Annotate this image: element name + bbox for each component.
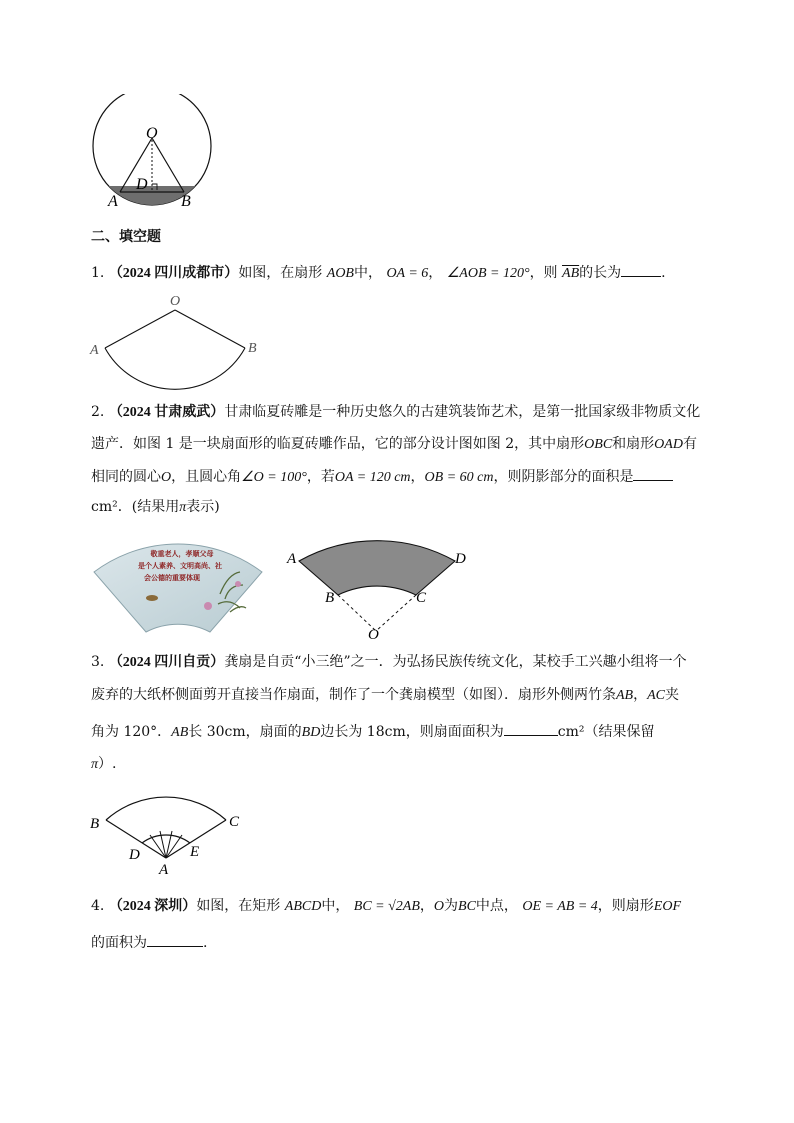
q1-text-end: 的长为 (579, 265, 622, 281)
q2-label-d: D (455, 551, 466, 567)
q3-line2a: 废弃的大纸杯侧面剪开直接当作扇面，制作了一个龚扇模型（如图）．扇形外侧两竹条 (91, 687, 616, 703)
q3-ab: AB (616, 688, 634, 703)
q1-label-b: B (248, 341, 257, 356)
q1-text-mid: 中， (353, 265, 382, 281)
q3-line2c: ， (633, 687, 648, 703)
q3-line2e: 夹 (665, 687, 679, 703)
q3-label-d: D (129, 847, 140, 863)
q3-ac: AC (647, 688, 665, 703)
q4-bc-eq: BC = √2AB (353, 899, 420, 914)
q3-blank[interactable] (504, 723, 558, 736)
question-3-line-1 (91, 655, 687, 670)
fan-flower-icon (204, 602, 212, 610)
q1-number: 1. (91, 265, 105, 281)
circle-figure (86, 94, 220, 214)
fan-flower-icon (235, 581, 241, 587)
q3-number: 3. (91, 654, 105, 670)
q2-oad: OAD (654, 437, 683, 452)
q1-oa: OA = 6 (386, 266, 429, 281)
q2-label-c: C (416, 590, 427, 606)
q3-line1: 龚扇是自贡“小三绝”之一．为弘扬民族传统文化，某校手工兴趣小组将一个 (224, 654, 687, 670)
fan-text-3: 会公德的重要体现 (144, 574, 200, 582)
question-3-line-3 (91, 723, 654, 740)
fan-text-2: 是个人素养、文明高尚、社 (138, 562, 222, 570)
q2-pi: π (179, 500, 187, 515)
q2-ob: OB = 60 cm (424, 470, 494, 485)
q3-pi: π (91, 757, 99, 772)
q4-blank[interactable] (147, 934, 203, 947)
label-d: D (136, 176, 148, 193)
q2-ring-sector-figure (285, 523, 475, 643)
q2-line1: 甘肃临夏砖雕是一种历史悠久的古建筑装饰艺术，是第一批国家级非物质文化 (224, 404, 701, 420)
q4-comma: ， (419, 898, 434, 914)
q3-line3e: 边长为 18cm，则扇面面积为 (320, 724, 504, 740)
q4-line2: 的面积为 (91, 935, 147, 951)
q1-period: . (661, 265, 666, 281)
label-b: B (181, 193, 191, 210)
q2-line4d: 表示) (186, 499, 220, 515)
question-4-line-2 (91, 934, 207, 950)
q4-eof: EOF (653, 899, 682, 914)
q2-number: 2. (91, 404, 105, 420)
q2-line2e: 有 (682, 436, 697, 452)
q1-radius-ob (175, 310, 245, 348)
q3-line3c: 长 30cm，扇面的 (188, 724, 302, 740)
q2-label-o: O (368, 627, 379, 643)
q2-line3g: ， (410, 469, 425, 485)
question-2-line-3 (91, 468, 673, 485)
q1-text-post: ，则 (529, 265, 558, 281)
q2-blank[interactable] (633, 468, 673, 481)
q3-ab-2: AB (171, 725, 189, 740)
q1-source: （2024 四川成都市） (108, 266, 239, 281)
q2-label-a: A (287, 551, 297, 567)
question-4-line-1 (91, 899, 681, 914)
q2-source: （2024 甘肃威武） (108, 405, 225, 420)
q1-angle: ∠AOB = 120° (446, 266, 530, 281)
q4-text-mid3: 中点， (475, 898, 518, 914)
q1-comma: ， (428, 265, 443, 281)
q3-inner-arc (142, 835, 190, 843)
fan-bird-icon (146, 595, 158, 601)
q4-bc: BC (458, 899, 476, 914)
q4-number: 4. (91, 898, 105, 914)
q1-label-a: A (90, 343, 99, 358)
q2-line2: 遗产．如图 1 是一块扇面形的临夏砖雕作品，它的部分设计图如图 2，其中扇形 (91, 436, 585, 452)
q2-line3a: 相同的圆心 (91, 469, 161, 485)
q4-oe: OE = AB = 4 (522, 899, 598, 914)
q2-angle: ∠O = 100° (241, 470, 307, 485)
fan-artwork-graphic (90, 534, 266, 634)
q3-line4b: ）. (98, 756, 117, 772)
q3-label-e: E (190, 844, 200, 860)
q1-arc-ab (105, 348, 245, 389)
question-2-line-1 (91, 405, 700, 420)
q4-period: . (203, 935, 208, 951)
q4-text-mid: 中， (321, 898, 350, 914)
q3-bd: BD (301, 725, 321, 740)
q2-line2c: 和扇形 (612, 436, 655, 452)
shaded-segment (86, 186, 220, 214)
q4-text-mid4: ，则扇形 (597, 898, 654, 914)
q1-label-o: O (170, 294, 181, 309)
q2-dash-ob (338, 595, 376, 631)
q4-text-mid2: 为 (444, 898, 459, 914)
q1-sector: AOB (326, 266, 354, 281)
q2-line4b: ．(结果用 (117, 499, 180, 515)
q4-source: （2024 深圳） (108, 899, 197, 914)
question-2-line-4 (91, 500, 220, 515)
q1-blank[interactable] (621, 264, 661, 277)
q2-line3i: ，则阴影部分的面积是 (493, 469, 634, 485)
question-2-line-2 (91, 437, 697, 452)
q2-oa: OA = 120 cm (334, 470, 411, 485)
fan-text-1: 敬重老人，孝顺父母 (150, 550, 214, 558)
q3-label-b: B (90, 816, 100, 832)
q3-label-a: A (159, 862, 169, 876)
q3-line3f: cm²（结果保留 (557, 724, 655, 740)
label-o: O (146, 125, 158, 142)
q3-fan-figure (86, 780, 256, 876)
question-3-line-4 (91, 757, 116, 772)
q4-o: O (433, 899, 445, 914)
q3-line3a: 角为 120°． (91, 724, 172, 740)
q2-shaded-ring (299, 541, 455, 595)
q2-dash-oc (376, 595, 416, 631)
q1-text-pre: 如图，在扇形 (238, 265, 323, 281)
q3-source: （2024 四川自贡） (108, 655, 225, 670)
fan-artwork-image (90, 534, 266, 634)
q3-label-c: C (229, 814, 240, 830)
question-3-line-2 (91, 688, 679, 703)
q1-arc: $\overline{AB}$ (562, 266, 580, 281)
q2-label-b: B (325, 590, 335, 606)
q2-obc: OBC (584, 437, 613, 452)
q1-radius-oa (105, 310, 175, 348)
q3-outer-arc (106, 797, 226, 820)
q2-line3c: ，且圆心角 (171, 469, 242, 485)
q1-sector-figure (86, 292, 276, 392)
q2-line3e: ，若 (306, 469, 335, 485)
q2-o: O (161, 470, 172, 485)
q2-unit: cm² (91, 499, 118, 515)
section-title: 二、填空题 (91, 229, 161, 245)
q4-rect: ABCD (284, 899, 322, 914)
question-1 (91, 264, 666, 281)
q4-text-pre: 如图，在矩形 (196, 898, 281, 914)
label-a: A (108, 193, 118, 210)
